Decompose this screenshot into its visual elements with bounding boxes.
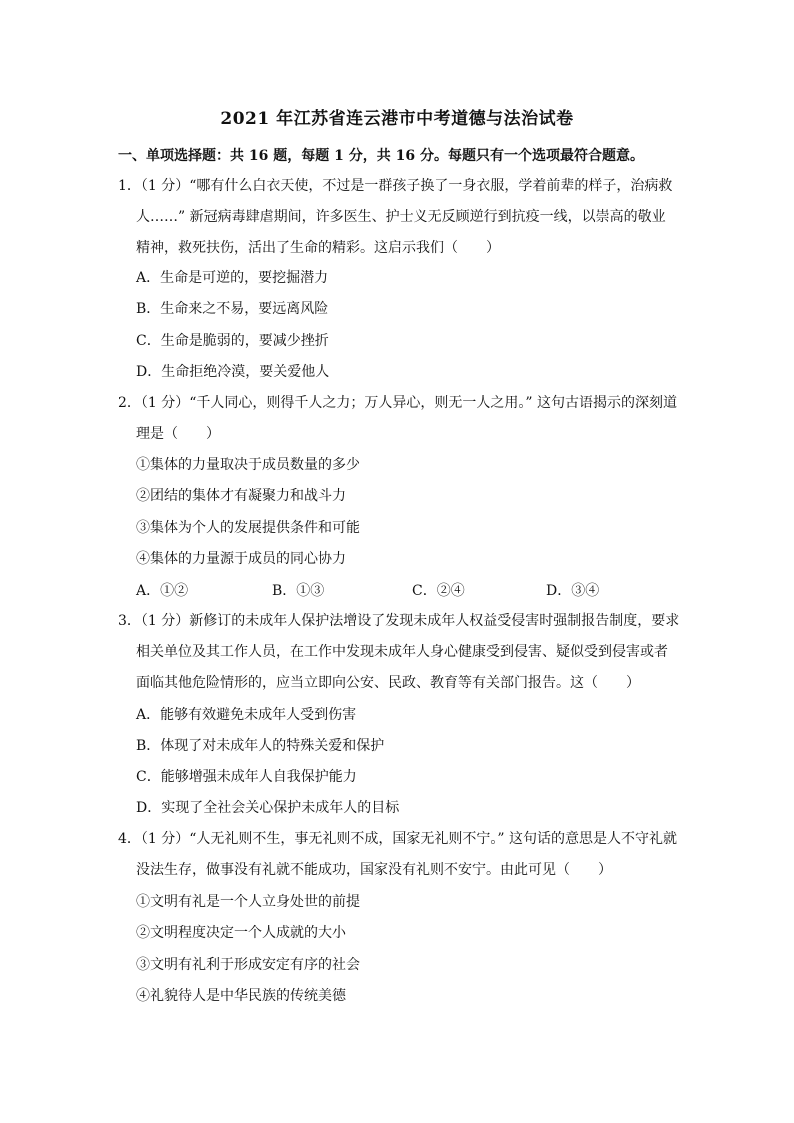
question-2-options xyxy=(136,580,656,600)
question-1-stem-line-1: 1．（1 分）“哪有什么白衣天使，不过是一群孩子换了一身衣服，学着前辈的样子，治病救 xyxy=(118,178,673,194)
question-3-stem-line-1: 3．（1 分）新修订的未成年人保护法增设了发现未成年人权益受侵害时强制报告制度，要求 xyxy=(118,613,680,629)
question-2-statement-2: ②团结的集体才有凝聚力和战斗力 xyxy=(136,488,346,504)
question-4-statement-3: ③文明有礼利于形成安定有序的社会 xyxy=(136,957,360,973)
question-2-option-b: B．①③ xyxy=(272,583,325,599)
question-2-statement-3: ③集体为个人的发展提供条件和可能 xyxy=(136,520,360,536)
question-2-option-c: C．②④ xyxy=(412,583,465,599)
question-2-option-d: D．③④ xyxy=(546,583,600,599)
question-4-stem-line-1: 4．（1 分）“人无礼则不生，事无礼则不成，国家无礼则不宁。” 这句话的意思是人不守礼就 xyxy=(118,831,678,847)
question-3-option-d: D．实现了全社会关心保护未成年人的目标 xyxy=(136,800,400,816)
question-4-stem-line-2: 没法生存，做事没有礼就不能成功，国家没有礼则不安宁。由此可见（ ） xyxy=(136,862,612,878)
question-2-stem-line-1: 2．（1 分）“千人同心，则得千人之力；万人异心，则无一人之用。” 这句古语揭示的深刻道 xyxy=(118,395,678,411)
question-2-option-a: A．①② xyxy=(136,583,189,599)
question-1-stem-line-3: 精神，救死扶伤，活出了生命的精彩。这启示我们（ ） xyxy=(136,240,500,256)
question-1-option-a: A．生命是可逆的，要挖掘潜力 xyxy=(136,270,329,286)
question-4-statement-2: ②文明程度决定一个人成就的大小 xyxy=(136,925,346,941)
question-2-statement-1: ①集体的力量取决于成员数量的多少 xyxy=(136,457,360,473)
question-2-statement-4: ④集体的力量源于成员的同心协力 xyxy=(136,551,346,567)
question-2-stem-line-2: 理是（ ） xyxy=(136,426,220,442)
question-1-option-d: D．生命拒绝冷漠，要关爱他人 xyxy=(136,364,330,380)
question-3-option-a: A．能够有效避免未成年人受到伤害 xyxy=(136,707,357,723)
question-4-statement-4: ④礼貌待人是中华民族的传统美德 xyxy=(136,988,346,1004)
question-3-option-b: B．体现了对未成年人的特殊关爱和保护 xyxy=(136,738,385,754)
question-1-option-c: C．生命是脆弱的，要减少挫折 xyxy=(136,333,329,349)
question-3-stem-line-2: 相关单位及其工作人员，在工作中发现未成年人身心健康受到侵害、疑似受到侵害或者 xyxy=(136,644,668,660)
question-3-stem-line-3: 面临其他危险情形的，应当立即向公安、民政、教育等有关部门报告。这（ ） xyxy=(136,675,640,691)
section-heading: 一、单项选择题：共 16 题，每题 1 分，共 16 分。每题只有一个选项最符合题意。 xyxy=(118,148,644,164)
question-3-option-c: C．能够增强未成年人自我保护能力 xyxy=(136,769,357,785)
question-1-option-b: B．生命来之不易，要远离风险 xyxy=(136,301,329,317)
question-4-statement-1: ①文明有礼是一个人立身处世的前提 xyxy=(136,894,360,910)
page-title: 2021 年江苏省连云港市中考道德与法治试卷 xyxy=(220,109,574,129)
question-1-stem-line-2: 人……” 新冠病毒肆虐期间，许多医生、护士义无反顾逆行到抗疫一线，以崇高的敬业 xyxy=(136,209,666,225)
